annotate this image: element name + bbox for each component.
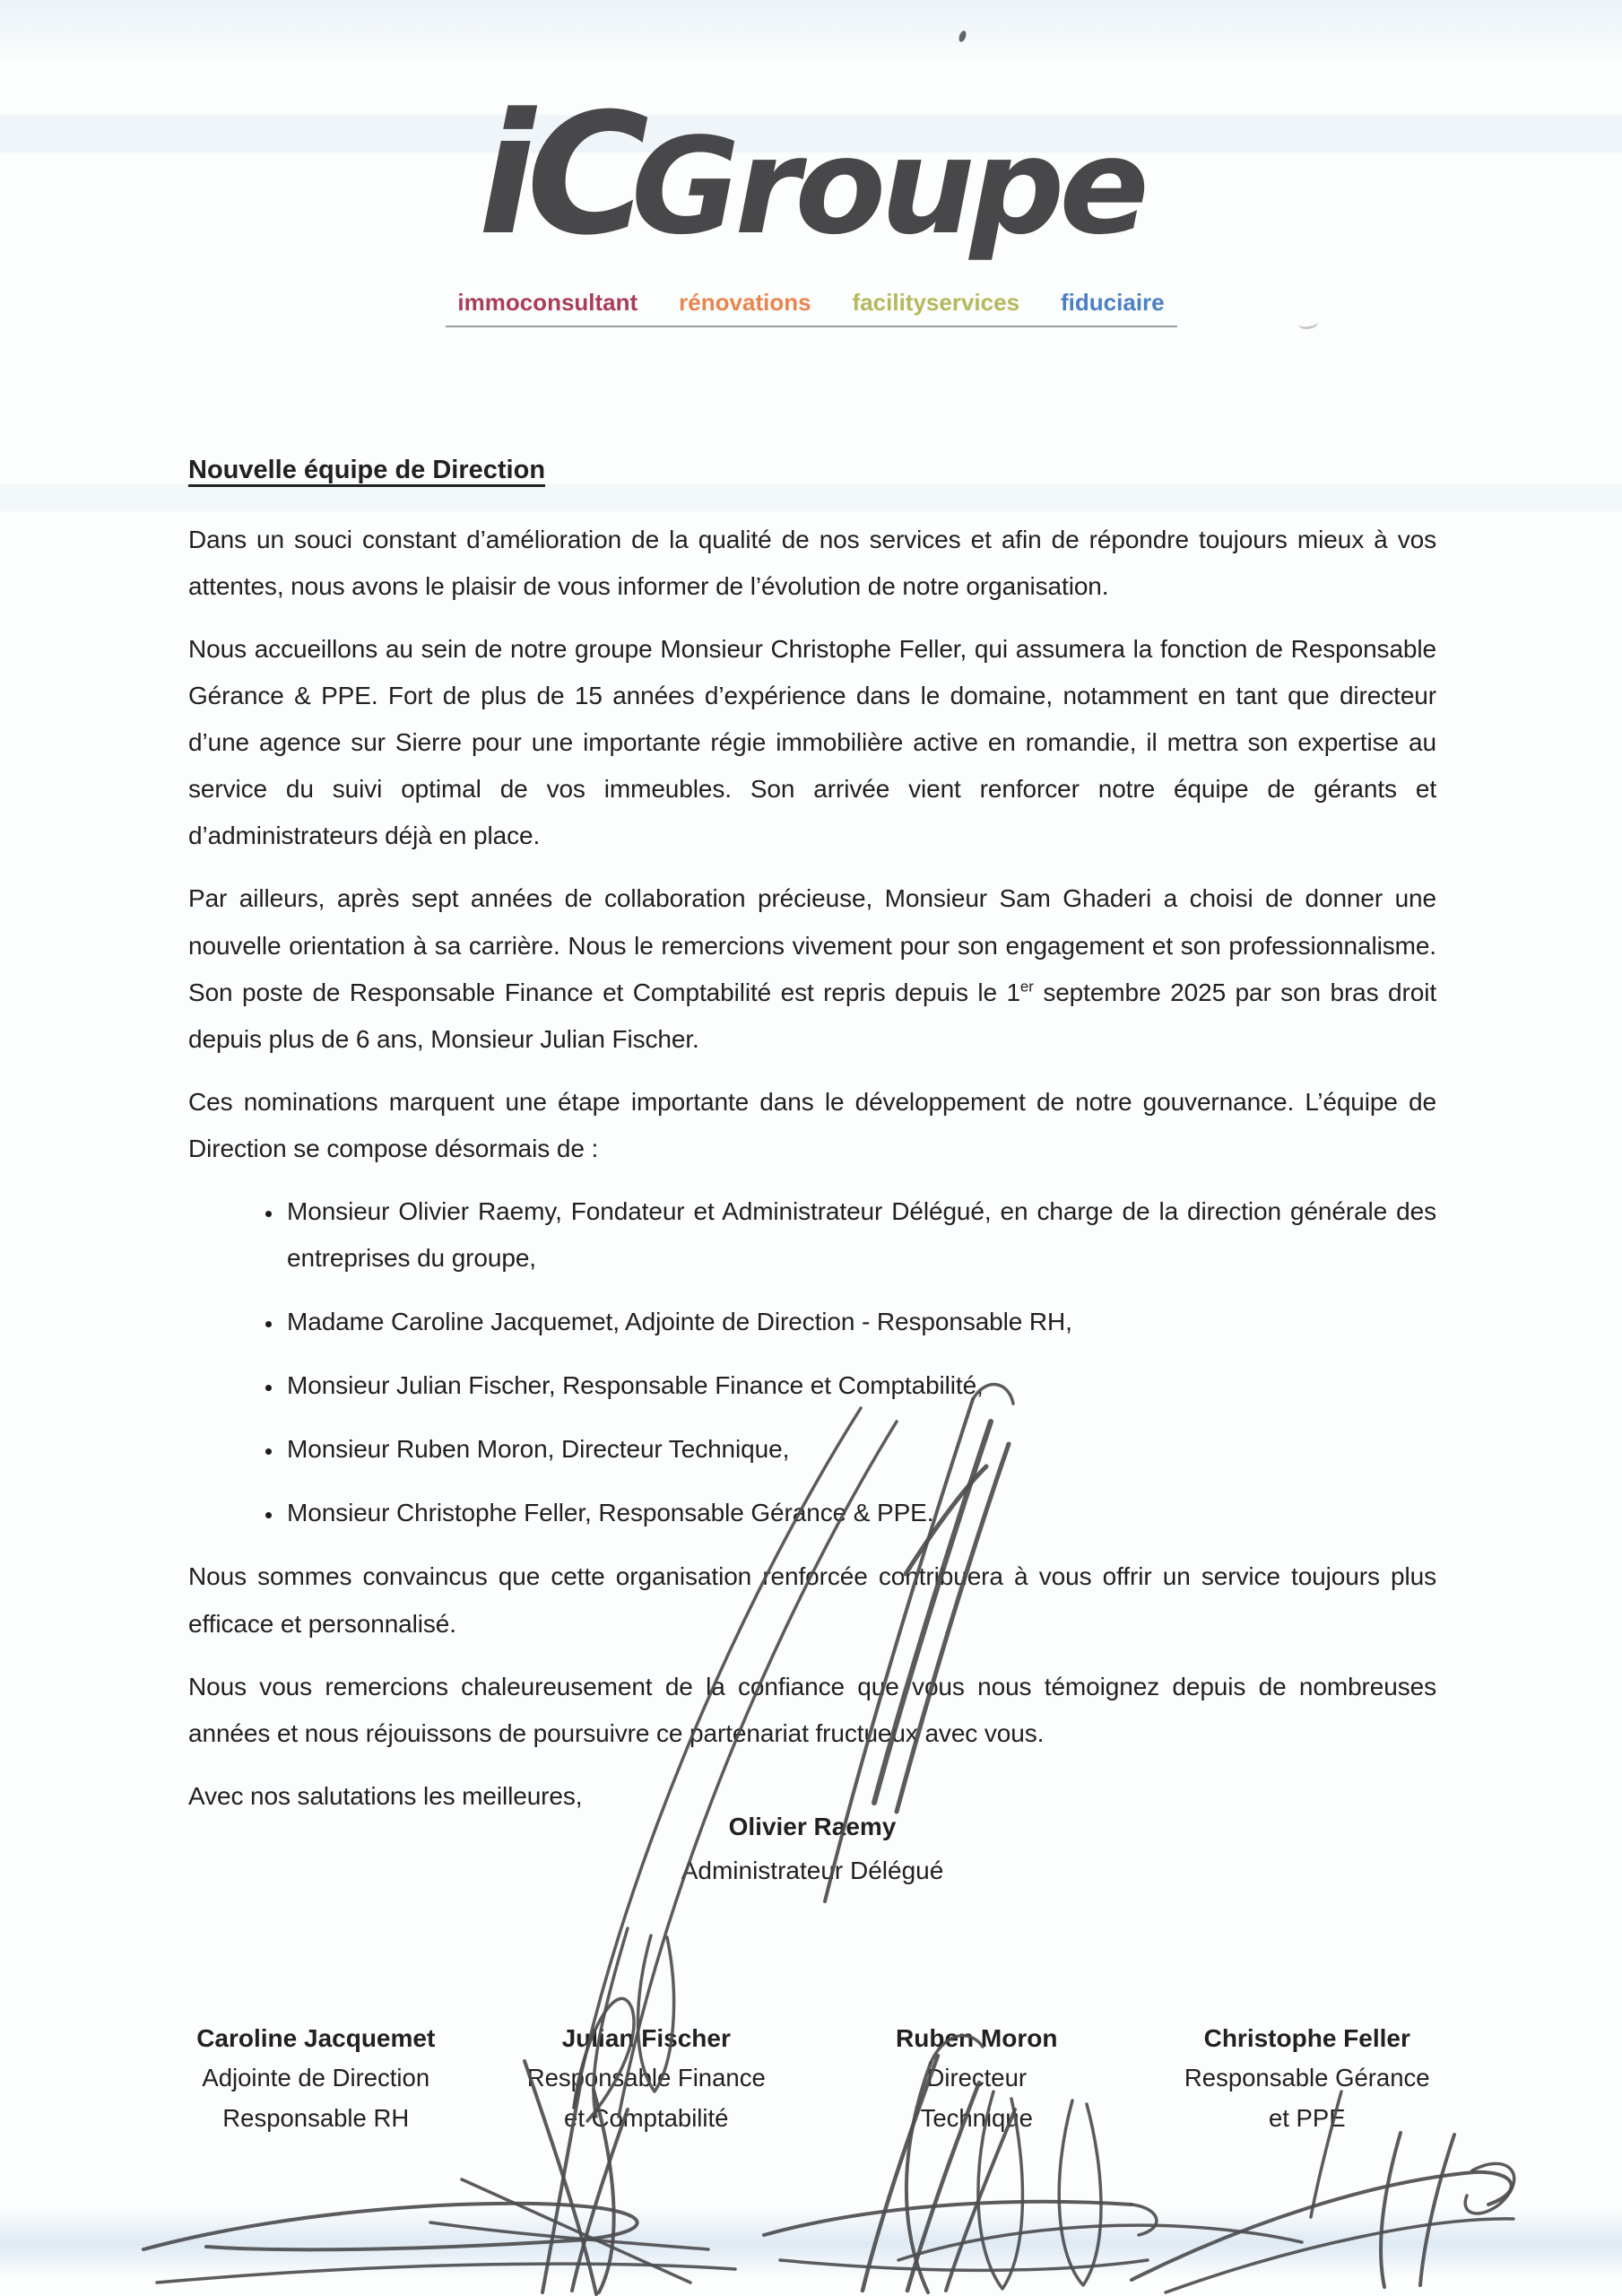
- signer-name: Christophe Feller: [1203, 2024, 1410, 2052]
- direction-team-list: [188, 1188, 1436, 1536]
- company-logo: [0, 77, 1622, 272]
- signer-title: Directeur: [926, 2064, 1028, 2092]
- signer-title: et Comptabilité: [564, 2103, 729, 2132]
- tagline-renovations: rénovations: [679, 289, 811, 316]
- paragraph-nominations: Ces nominations marquent une étape importante dans le développement de notre gouvernance. L’équipe de Direction se compose désormais de :: [188, 1087, 1436, 1162]
- logo-groupe-text: Groupe: [630, 109, 1144, 264]
- tagline-facilityservices: facilityservices: [852, 289, 1020, 316]
- paragraph-intro: Dans un souci constant d’amélioration de la qualité de nos services et afin de répondre toujours mieux à vos attentes, nous avons le plaisir de vous informer de l’évolution de notre organisation.: [188, 525, 1436, 601]
- paragraph-ghaderi-text-end: septembre 2025 par son bras droit depuis plus de 6 ans, Monsieur Julian Fischer.: [188, 978, 1436, 1053]
- signer-ruben-moron: [811, 2018, 1142, 2138]
- tagline-fiduciaire: fiduciaire: [1061, 289, 1165, 316]
- logo-ic-monogram: iC: [478, 77, 640, 272]
- list-item-caroline-jacquemet: • Madame Caroline Jacquemet, Adjointe de Direction - Responsable RH,: [283, 1299, 1436, 1345]
- paragraph-ghaderi-text: Par ailleurs, après sept années de collaboration précieuse, Monsieur Sam Ghaderi a choisi de donner une nouvelle orientation à sa carrière. Nous le remercions vivement pour son engagement et son professionnalisme. Son poste de Responsable Finance et Comptabilité est repris depuis le 1: [188, 884, 1436, 1006]
- scan-tint-band-bottom: [0, 2208, 1622, 2278]
- scan-tint-band-top: [0, 0, 1622, 65]
- letter-heading: Nouvelle équipe de Direction: [188, 456, 546, 484]
- logo-wordmark: [478, 77, 1144, 272]
- signer-title: Responsable Finance: [526, 2064, 766, 2092]
- list-item-julian-fischer: • Monsieur Julian Fischer, Responsable Finance et Comptabilité,: [283, 1362, 1436, 1409]
- closing-salutation: Avec nos salutations les meilleures,: [188, 1781, 583, 1810]
- signer-title: Responsable RH: [222, 2103, 410, 2132]
- main-signatory-name: Olivier Raemy: [728, 1813, 897, 1840]
- signer-title: Responsable Gérance: [1184, 2064, 1430, 2092]
- paragraph-ghaderi: [188, 875, 1436, 1062]
- ordinal-superscript: er: [1019, 978, 1034, 996]
- signer-name: Caroline Jacquemet: [196, 2024, 436, 2052]
- scan-speck: [1297, 317, 1319, 331]
- scan-speck: [958, 30, 967, 43]
- signer-row: [151, 2018, 1472, 2138]
- paragraph-thanks: Nous vous remercions chaleureusement de la confiance que vous nous témoignez depuis de nombreuses années et nous réjouissons de poursuivre ce partenariat fructueux avec vous.: [188, 1672, 1436, 1747]
- signer-title: Adjointe de Direction: [202, 2064, 430, 2092]
- signer-title: et PPE: [1268, 2103, 1346, 2132]
- logo-tagline: [445, 289, 1176, 327]
- signer-name: Julian Fischer: [561, 2024, 731, 2052]
- letter-body: [188, 447, 1436, 1836]
- signer-title: Technique: [920, 2103, 1033, 2132]
- signer-christophe-feller: [1142, 2018, 1473, 2138]
- main-signatory-title: Administrateur Délégué: [681, 1857, 944, 1884]
- paragraph-conviction: Nous sommes convaincus que cette organisation renforcée contribuera à vous offrir un service toujours plus efficace et personnalisé.: [188, 1562, 1436, 1638]
- list-item-olivier-raemy: • Monsieur Olivier Raemy, Fondateur et Administrateur Délégué, en charge de la direction générale des entreprises du groupe,: [283, 1188, 1436, 1282]
- paragraph-feller: Nous accueillons au sein de notre groupe Monsieur Christophe Feller, qui assumera la fonction de Responsable Gérance & PPE. Fort de plus de 15 années d’expérience dans le domaine, notamment en tant que directeur d’une agence sur Sierre pour une importante régie immobilière active en romandie, il mettra son expertise au service du suivi optimal de vos immeubles. Son arrivée vient renforcer notre équipe de gérants et d’administrateurs déjà en place.: [188, 635, 1436, 850]
- signer-caroline-jacquemet: [151, 2018, 481, 2138]
- signer-julian-fischer: [481, 2018, 812, 2138]
- main-signatory-block: [188, 1805, 1436, 1892]
- signer-name: Ruben Moron: [896, 2024, 1058, 2052]
- tagline-immoconsultant: immoconsultant: [457, 289, 638, 316]
- list-item-christophe-feller: • Monsieur Christophe Feller, Responsable Gérance & PPE.: [283, 1490, 1436, 1536]
- list-item-ruben-moron: • Monsieur Ruben Moron, Directeur Technique,: [283, 1426, 1436, 1473]
